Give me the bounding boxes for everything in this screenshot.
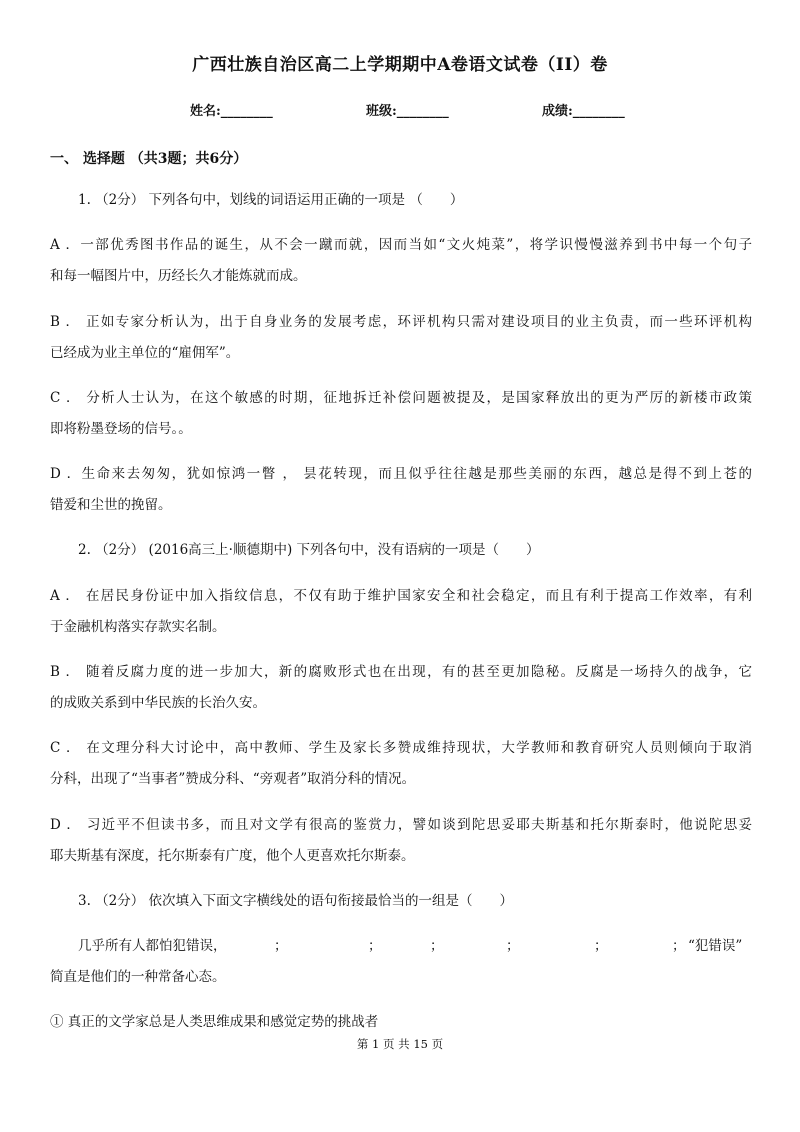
q2-option-d-line1: D ． 习近平不但读书多，而且对文学有很高的鉴赏力，譬如谈到陀思妥耶夫斯基和托尔斯泰时，他说陀思妥 [50, 817, 752, 833]
question-1-stem: 1. （2分） 下列各句中，划线的词语运用正确的一项是 （ ） [78, 192, 464, 208]
q3-blank-separator: ； [274, 938, 288, 954]
q2-option-a-line2: 于金融机构落实存款实名制。 [50, 619, 226, 635]
q1-option-a-line2: 和每一幅图片中，历经长久才能炼就而成。 [50, 268, 307, 284]
q1-option-c-line2: 即将粉墨登场的信号。。 [50, 421, 192, 437]
class-field: 班级:________ [366, 104, 449, 119]
page-title: 广西壮族自治区高二上学期期中A卷语文试卷（II）卷 [192, 55, 608, 75]
question-3-stem: 3. （2分） 依次填入下面文字横线处的语句衔接最恰当的一组是（ ） [78, 893, 514, 909]
q3-blank-separator: ； [368, 938, 382, 954]
q1-option-d-line1: D ．生命来去匆匆，犹如惊鸿一瞥 ， 昙花转现，而且似乎往往越是那些美丽的东西，越总是得不到上苍的 [50, 466, 752, 482]
q1-option-c-line1: C ． 分析人士认为，在这个敏感的时期，征地拆迁补偿问题被提及，是国家释放出的更为严厉的新楼市政策 [50, 390, 752, 406]
question-2-stem: 2. （2分） (2016高三上·顺德期中) 下列各句中，没有语病的一项是（ ） [78, 542, 540, 558]
section-heading: 一、 选择题 （共3题；共6分） [50, 151, 248, 167]
q2-option-b-line1: B ． 随着反腐力度的进一步加大，新的腐败形式也在出现，有的甚至更加隐秘。反腐是一场持久的战争，它 [50, 664, 752, 680]
q2-option-a-line1: A ． 在居民身份证中加入指纹信息，不仅有助于维护国家安全和社会稳定，而且有利于提高工作效率，有利 [50, 588, 752, 604]
q2-option-c-line2: 分科，出现了“当事者”赞成分科、“旁观者”取消分科的情况。 [50, 771, 416, 787]
q3-passage-line2: 简直是他们的一种常备心态。 [50, 969, 226, 985]
q3-item-1: ① 真正的文学家总是人类思维成果和感觉定势的挑战者 [50, 1014, 379, 1030]
q2-option-d-line2: 耶夫斯基有深度，托尔斯泰有广度，他个人更喜欢托尔斯泰。 [50, 848, 415, 864]
q3-blank-separator: ； [672, 938, 686, 954]
name-field: 姓名:________ [190, 104, 273, 119]
q2-option-c-line1: C ． 在文理分科大讨论中，高中教师、学生及家长多赞成维持现状，大学教师和教育研究人员则倾向于取消 [50, 740, 752, 756]
q3-blank-separator: ； [594, 938, 608, 954]
q1-option-b-line1: B ． 正如专家分析认为，出于自身业务的发展考虑，环评机构只需对建设项目的业主负责，而一些环评机构 [50, 314, 752, 330]
q3-blank-separator: ； [430, 938, 444, 954]
q2-option-b-line2: 的成败关系到中华民族的长治久安。 [50, 695, 266, 711]
page-footer: 第 1 页 共 15 页 [356, 1037, 444, 1051]
q1-option-a-line1: A ．一部优秀图书作品的诞生，从不会一蹴而就，因而当如“文火炖菜”，将学识慢慢滋养到书中每一个句子 [50, 237, 752, 253]
q1-option-b-line2: 已经成为业主单位的“雇佣军”。 [50, 345, 240, 361]
score-field: 成绩:________ [542, 104, 625, 119]
q1-option-d-line2: 错爱和尘世的挽留。 [50, 497, 172, 513]
q3-passage-end: “犯错误” [688, 938, 743, 954]
q3-passage-start: 几乎所有人都怕犯错误， [78, 938, 227, 954]
q3-blank-separator: ； [506, 938, 520, 954]
